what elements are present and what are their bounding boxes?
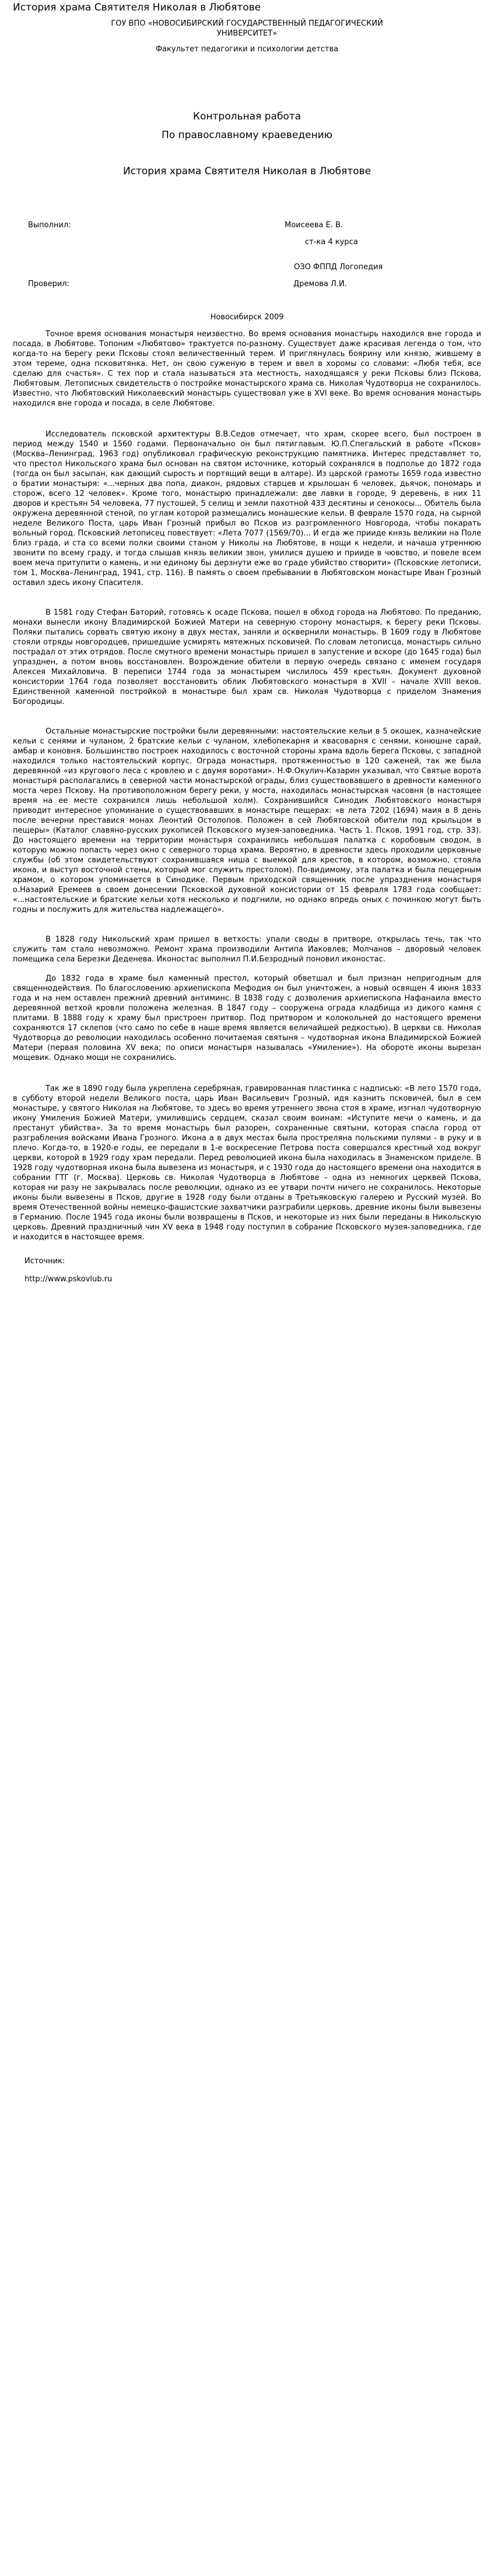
sources-block [10,1256,484,1284]
university-name-line2: УНИВЕРСИТЕТ» [216,29,278,38]
paragraph-1832: До 1832 года в храме был каменный престол, который обветшал и был признан непригодным для священнодействия. По благословению архиепископа Мефодия он был уничтожен, а новый освящен 4 июня 1833 года и на нем оставлен прежний древний антиминс. В 1838 году с дозволения архиепископа Нафанаила вместо деревянной ветхой кровли положена железная. В 1847 году – сооружена ограда кладбища из дикого камня с плитами. В 1888 году к храму был пристроен притвор. Под притвором и колокольней до настоящего времени сохраняются 17 склепов (что само по себе в наше время является величайшей редкостью). В церкви св. Николая Чудотворца до революции находилась особенно почитаемая святыня – чудотворная икона Владимирской Божией Матери (первая половина XV века; по описи монастыря называлась «Умиление»). На обороте иконы вырезан мощевик. Однако мощи не сохранились. [13,974,481,1062]
work-subject: По православному краеведению [162,129,332,141]
paragraph-1828: В 1828 году Никольский храм пришел в ветхость: упали своды в притворе, открылась течь, так что служить там стало невозможно. Ремонт храма производили Антипа Иаковлев; Молчанов – дворовый человек помещика села Березки Деденева. Иконостас выполнил П.И.Безродный поновил иконостас. [13,935,481,964]
faculty-name: Факультет педагогики и психологии детства [155,45,339,54]
sources-label: Источник: [24,1257,65,1266]
student-group: ОЗО ФППД Логопедия [294,263,383,272]
checker-name: Дремова Л.И. [293,280,347,288]
author-info [10,220,484,308]
executor-label: Выполнил: [28,221,71,230]
city-year: Новосибирск 2009 [210,313,284,322]
paragraph-founding: Точное время основания монастыря неизвестно. Во время основания монастырь находился вне города и посада, в Любятове. Топоним «Любятово» трактуется по-разному. Существует даже красивая легенда о том, что когда-то на берегу реки Псковы стоял величественный терем. И приглянулась боярину или князю, жившему в этом тереме, одна псковитянка. Нет, он свою суженую в терем и ввел в хоромы со словами: «Любя тебя, все сделаю для счастья». С тех пор и стала называться эта местность, находящаяся у реки Псковы близ Пскова, Любятовым. Летописных свидетельств о постройке монастырского храма св. Николая Чудотворца не сохранилось. Известно, что Любятовский Николаевский монастырь существовал уже в XVI веке. Во время основания монастырь находился вне города и посада, в селе Любятове. [13,330,481,408]
source-link[interactable]: http://www.pskovlub.ru [24,1275,113,1284]
student-course: ст-ка 4 курса [305,238,358,246]
paragraph-buildings: Остальные монастырские постройки были деревянными: настоятельские кельи в 5 окошек, казначейские кельи с сенями и чуланом, 2 братские кельи с чуланом, хлебопекарня и квасоварня с сенями, конюшне сарай, амбар и коновня. Большинство построек находилось с восточной стороны храма вдоль берега Псковы, с западной находился только настоятельский корпус. Ограда монастыря, протяженностью в 120 саженей, так же была деревянной «из кругового леса с кровлею и с двумя воротами». Н.Ф.Окулич-Казарин указывал, что Святые ворота монастыря располагались в северной части монастырской ограды, близ существовавшего в древности каменного моста через Пскову. На противоположном берегу реки, у моста, находилась монастырская часовня (в настоящее время на ее месте сохранился лишь небольшой холм). Сохранившийся Синодик Любятовского монастыря приводит интересное упоминание о существовавших в монастыре пещерах: «в лета 7202 (1694) маия в 8 день после вечерни преставися монах Леонтий Остолопов. Положен в сей Любятовской обители под крыльцом в пещеры» (Каталог славяно-русских рукописей Псковского музея-заповедника. Часть 1. Псков, 1991 год, стр. 33). До настоящего времени на территории монастыря сохранились небольшая палатка с коробовым сводом, в которую можно попасть через окно с северного торца храма. Вероятно, в древности здесь проходили церковные службы (об этом свидетельствуют сохранившаяся ниша с выемкой для крестов, в котором, возможно, стояла икона, и выступ восточной стены, который мог служить престолом). По-видимому, эта палатка и была пещерным храмом, о котором упоминается в Синодике. Первым приходской священник после упразднения монастыря о.Назарий Еремеев в своем донесении Псковской духовной консистории от 15 февраля 1783 года сообщает: «...настоятельские и братские кельи хотя несколько и подгнили, но однако впредь оных с починкою могут быть годны и послужить для жительства надлежащего». [13,727,481,914]
paragraph-1890: Так же в 1890 году была укреплена серебряная, гравированная пластинка с надписью: «В лето 1570 года, в субботу второй недели Великого поста, царь Иван Васильевич Грозный, идя казнить псковичей, был в сем монастыре, у святого Николая на Любятове, то здесь во время утреннего звона стоя в храме, изгнал чудотворную икону Умиления Божией Матери, умилившись сердцем, сказал своим воинам: «Иступите мечи о камень, и да престанут убийства». За то время монастырь был разорен, сохраненные святыни, которая спасла город от разграбления войсками Ивана Грозного. Икона а в двух местах была простреляна польскими пулями - в руку и в плечо. Когда-то, в 1920-е годы, ее передали в 1-е воскресение Петрова поста совершался крестный ход вокруг церкви, которой в 1929 году храм передали. Перед революцией икона была находилась в Знаменском приделе. В 1928 году чудотворная икона была вывезена из монастыря, и с 1930 года до настоящего времени она находится в собрании ГТГ (г. Москва). Церковь св. Николая Чудотворца в Любятове – одна из немногих церквей Пскова, которая ни разу не закрывалась после революции, однако из ее утвари почти ничего не сохранилось. Некоторые иконы были вывезены в Псков, другие в 1928 году были отданы в Третьяковскую галерею и Русский музей. Во время Отечественной войны немецко-фашистские захватчики разграбили церковь, древние иконы были вывезены в Германию. После 1945 года иконы были возвращены в Псков, и некоторые из них были переданы в Никольскую церковь. Древний праздничный чин XV века в 1948 году поступил в собрание Псковского музея-заповедника, где и находится в настоящее время. [13,1084,481,1242]
paragraph-batory: В 1581 году Стефан Баторий, готовясь к осаде Пскова, пошел в обход города на Любятово. По преданию, монахи вынесли икону Владимирской Божией Матери на северную сторону монастыря, к берегу реки Псковы. Поляки пытались сорвать святую икону в двух местах, заняли и осквернили монастырь. В 1609 году в Любятове стояли отряды новгородцев, пришедшие усмирять мятежных псковичей. По словам летописца, монастырь сильно пострадал от этих отрядов. После смутного времени монастырь пришел в запустение и вскоре (до 1645 года) был упразднен, а потом вновь восстановлен. Возрождение обители в первую очередь связано с именем государя Алексея Михайловича. В переписи 1744 года за монастырем числилось 459 крестьян. Документ духовной консистории 1764 года позволяет восстановить облик Любятовского монастыря в XVII – начале XVIII веков. Единственной каменной постройкой в монастыре был храм св. Николая Чудотворца с приделом Знамения Богородицы. [13,608,481,706]
document-title: История храма Святителя Николая в Любятове [13,2,261,13]
work-title-block [10,110,484,178]
university-name-line1: ГОУ ВПО «НОВОСИБИРСКИЙ ГОСУДАРСТВЕННЫЙ ПЕДАГОГИЧЕСКИЙ [111,19,383,28]
paragraph-architecture: Исследователь псковской архитектуры В.В.Седов отмечает, что храм, скорее всего, был построен в период между 1540 и 1560 годами. Первоначально он был пятиглавым. Ю.П.Спегальский в работе «Псков» (Москва–Ленинград, 1963 год) опубликовал графическую реконструкцию памятника. Интерес представляет то, что престол Никольского храма был основан на святом источнике, который сохранялся в подполье до 1872 года (тогда он был засыпан, как дающий сырость и портящий вещи в алтаре). Из царской грамоты 1659 года известно о братии монастыря: «...черных два попа, диакон, рядовых старцев и крылошан 6 человек, дьячок, пономарь и сторож, всего 12 человек». Кроме того, монастырю принадлежали: две лавки в городе, 9 деревень, в них 11 дворов и крестьян 54 человека, 77 пустошей, 5 селищ и земли пахотной 433 десятины и сенокосы... Обитель была окружена деревянной стеной, по углам которой размещались монашеские кельи. В феврале 1570 года, на сырной неделе Великого Поста, царь Иван Грозный прибыл во Псков из разгромленного Новгорода, чтобы покарать вольный город. Псковский летописец повествует: «Лета 7077 (1569/70)... И егда же прииде князь великии на Поле близ града, и ста со всеми полки своими станом у Николы на Любятове, в нощи к недели, и начаша утреннюю звонити по всему граду, и тогда слышав князь великии звон, умилися душею и прииде в чювство, и повеле всем воем меча притупити о камень, и ни единому бы дерзнути еже во граде убийство створити» (Псковские летописи, том 1, Москва–Ленинград, 1941, стр. 116). В память о своем пребывании в Любятовском монастыре Иван Грозный оставил здесь икону Спасителя. [13,430,481,587]
checker-label: Проверил: [28,280,70,288]
work-topic: История храма Святителя Николая в Любятове [122,165,372,177]
work-type: Контрольная работа [192,111,302,122]
title-page-header [10,19,484,54]
document-page [0,1,494,2576]
executor-name: Моисеева Е. В. [285,221,344,230]
